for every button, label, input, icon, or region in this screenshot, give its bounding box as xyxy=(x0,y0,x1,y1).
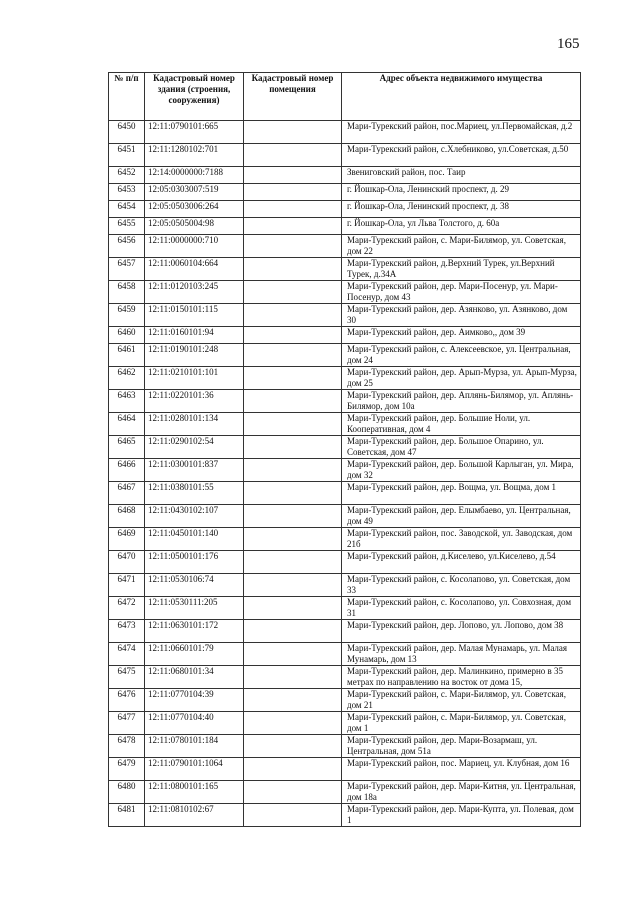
row-number: 6470 xyxy=(109,551,145,574)
room-cadastral-number xyxy=(244,551,342,574)
room-cadastral-number xyxy=(244,712,342,735)
row-number: 6481 xyxy=(109,804,145,827)
row-number: 6462 xyxy=(109,367,145,390)
address: Мари-Турекский район, д.Киселево, ул.Киселево, д.54 xyxy=(342,551,581,574)
row-number: 6460 xyxy=(109,327,145,344)
address: г. Йошкар-Ола, Ленинский проспект, д. 29 xyxy=(342,184,581,201)
building-cadastral-number: 12:11:0780101:184 xyxy=(145,735,244,758)
table-row xyxy=(109,367,581,390)
building-cadastral-number: 12:11:0790101:1064 xyxy=(145,758,244,781)
row-number: 6451 xyxy=(109,144,145,167)
building-cadastral-number: 12:11:0770104:40 xyxy=(145,712,244,735)
table-row xyxy=(109,620,581,643)
address: Мари-Турекский район, дер. Большой Карлыган, ул. Мира, дом 32 xyxy=(342,459,581,482)
building-cadastral-number: 12:11:0060104:664 xyxy=(145,258,244,281)
room-cadastral-number xyxy=(244,643,342,666)
row-number: 6473 xyxy=(109,620,145,643)
room-cadastral-number xyxy=(244,804,342,827)
row-number: 6476 xyxy=(109,689,145,712)
address: Мари-Турекский район, дер. Аимково,, дом 39 xyxy=(342,327,581,344)
address: Мари-Турекский район, дер. Малинкино, примерно в 35 метрах по направлению на восток от дома 15, xyxy=(342,666,581,689)
building-cadastral-number: 12:05:0503006:264 xyxy=(145,201,244,218)
room-cadastral-number xyxy=(244,597,342,620)
table-row xyxy=(109,551,581,574)
room-cadastral-number xyxy=(244,344,342,367)
building-cadastral-number: 12:05:0505004:98 xyxy=(145,218,244,235)
building-cadastral-number: 12:11:0160101:94 xyxy=(145,327,244,344)
address: Звениговский район, пос. Таир xyxy=(342,167,581,184)
room-cadastral-number xyxy=(244,574,342,597)
room-cadastral-number xyxy=(244,218,342,235)
building-cadastral-number: 12:11:0210101:101 xyxy=(145,367,244,390)
table-row xyxy=(109,758,581,781)
table-row xyxy=(109,167,581,184)
room-cadastral-number xyxy=(244,258,342,281)
address: Мари-Турекский район, с. Алексеевское, ул. Центральная, дом 24 xyxy=(342,344,581,367)
room-cadastral-number xyxy=(244,201,342,218)
table-row xyxy=(109,459,581,482)
building-cadastral-number: 12:11:0770104:39 xyxy=(145,689,244,712)
table-row xyxy=(109,327,581,344)
room-cadastral-number xyxy=(244,121,342,144)
room-cadastral-number xyxy=(244,367,342,390)
address: Мари-Турекский район, дер. Елымбаево, ул. Центральная, дом 49 xyxy=(342,505,581,528)
address: Мари-Турекский район, дер. Мари-Купта, ул. Полевая, дом 1 xyxy=(342,804,581,827)
address: Мари-Турекский район, дер. Большие Ноли, ул. Кооперативная, дом 4 xyxy=(342,413,581,436)
table-row xyxy=(109,781,581,804)
building-cadastral-number: 12:11:0120103:245 xyxy=(145,281,244,304)
room-cadastral-number xyxy=(244,781,342,804)
table-row xyxy=(109,643,581,666)
building-cadastral-number: 12:05:0303007:519 xyxy=(145,184,244,201)
address: Мари-Турекский район, дер. Вощма, ул. Вощма, дом 1 xyxy=(342,482,581,505)
room-cadastral-number xyxy=(244,482,342,505)
row-number: 6459 xyxy=(109,304,145,327)
room-cadastral-number xyxy=(244,689,342,712)
table-row xyxy=(109,528,581,551)
row-number: 6467 xyxy=(109,482,145,505)
building-cadastral-number: 12:11:0810102:67 xyxy=(145,804,244,827)
address: Мари-Турекский район, пос. Заводской, ул. Заводская, дом 21б xyxy=(342,528,581,551)
table-row xyxy=(109,597,581,620)
row-number: 6455 xyxy=(109,218,145,235)
table-row xyxy=(109,413,581,436)
building-cadastral-number: 12:11:0280101:134 xyxy=(145,413,244,436)
table-row xyxy=(109,235,581,258)
row-number: 6464 xyxy=(109,413,145,436)
row-number: 6463 xyxy=(109,390,145,413)
room-cadastral-number xyxy=(244,505,342,528)
building-cadastral-number: 12:11:0500101:176 xyxy=(145,551,244,574)
room-cadastral-number xyxy=(244,436,342,459)
table-row xyxy=(109,574,581,597)
row-number: 6458 xyxy=(109,281,145,304)
room-cadastral-number xyxy=(244,167,342,184)
table-row xyxy=(109,281,581,304)
address: Мари-Турекский район, с. Мари-Билямор, ул. Советская, дом 1 xyxy=(342,712,581,735)
building-cadastral-number: 12:11:0430102:107 xyxy=(145,505,244,528)
header-building-cadastral: Кадастровый номер здания (строения, сооружения) xyxy=(145,73,244,121)
row-number: 6477 xyxy=(109,712,145,735)
table-row xyxy=(109,390,581,413)
table-row xyxy=(109,201,581,218)
table-row xyxy=(109,218,581,235)
address: Мари-Турекский район, с. Мари-Билямор, ул. Советская, дом 21 xyxy=(342,689,581,712)
header-room-cadastral: Кадастровый номер помещения xyxy=(244,73,342,121)
building-cadastral-number: 12:14:0000000:7188 xyxy=(145,167,244,184)
table-row xyxy=(109,505,581,528)
address: Мари-Турекский район, пос. Мариец, ул. Клубная, дом 16 xyxy=(342,758,581,781)
building-cadastral-number: 12:11:0150101:115 xyxy=(145,304,244,327)
building-cadastral-number: 12:11:0290102:54 xyxy=(145,436,244,459)
address: Мари-Турекский район, пос.Мариец, ул.Первомайская, д.2 xyxy=(342,121,581,144)
address: Мари-Турекский район, дер. Мари-Посенур, ул. Мари-Посенур, дом 43 xyxy=(342,281,581,304)
row-number: 6478 xyxy=(109,735,145,758)
room-cadastral-number xyxy=(244,735,342,758)
room-cadastral-number xyxy=(244,413,342,436)
building-cadastral-number: 12:11:0300101:837 xyxy=(145,459,244,482)
page-number: 165 xyxy=(557,36,580,52)
room-cadastral-number xyxy=(244,235,342,258)
address: Мари-Турекский район, дер. Азянково, ул. Азянково, дом 30 xyxy=(342,304,581,327)
building-cadastral-number: 12:11:0190101:248 xyxy=(145,344,244,367)
row-number: 6480 xyxy=(109,781,145,804)
table-body xyxy=(109,121,581,827)
row-number: 6468 xyxy=(109,505,145,528)
row-number: 6453 xyxy=(109,184,145,201)
row-number: 6461 xyxy=(109,344,145,367)
row-number: 6479 xyxy=(109,758,145,781)
table-row xyxy=(109,689,581,712)
address: г. Йошкар-Ола, ул Льва Толстого, д. 60а xyxy=(342,218,581,235)
header-address: Адрес объекта недвижимого имущества xyxy=(342,73,581,121)
table-row xyxy=(109,258,581,281)
address: Мари-Турекский район, с. Мари-Билямор, ул. Советская, дом 22 xyxy=(342,235,581,258)
row-number: 6471 xyxy=(109,574,145,597)
table-row xyxy=(109,735,581,758)
building-cadastral-number: 12:11:0530111:205 xyxy=(145,597,244,620)
address: Мари-Турекский район, дер. Лопово, ул. Лопово, дом 38 xyxy=(342,620,581,643)
row-number: 6466 xyxy=(109,459,145,482)
building-cadastral-number: 12:11:0660101:79 xyxy=(145,643,244,666)
table-row xyxy=(109,144,581,167)
address: г. Йошкар-Ола, Ленинский проспект, д. 38 xyxy=(342,201,581,218)
row-number: 6475 xyxy=(109,666,145,689)
building-cadastral-number: 12:11:0530106:74 xyxy=(145,574,244,597)
address: Мари-Турекский район, д.Верхний Турек, ул.Верхний Турек, д.34А xyxy=(342,258,581,281)
room-cadastral-number xyxy=(244,459,342,482)
building-cadastral-number: 12:11:0630101:172 xyxy=(145,620,244,643)
building-cadastral-number: 12:11:0800101:165 xyxy=(145,781,244,804)
address: Мари-Турекский район, дер. Мари-Возармаш, ул. Центральная, дом 51а xyxy=(342,735,581,758)
row-number: 6452 xyxy=(109,167,145,184)
room-cadastral-number xyxy=(244,528,342,551)
room-cadastral-number xyxy=(244,327,342,344)
row-number: 6472 xyxy=(109,597,145,620)
header-num: № п/п xyxy=(109,73,145,121)
room-cadastral-number xyxy=(244,758,342,781)
table-row xyxy=(109,344,581,367)
table-row xyxy=(109,184,581,201)
building-cadastral-number: 12:11:0220101:36 xyxy=(145,390,244,413)
building-cadastral-number: 12:11:0450101:140 xyxy=(145,528,244,551)
room-cadastral-number xyxy=(244,304,342,327)
building-cadastral-number: 12:11:0380101:55 xyxy=(145,482,244,505)
room-cadastral-number xyxy=(244,666,342,689)
building-cadastral-number: 12:11:0790101:665 xyxy=(145,121,244,144)
table-row xyxy=(109,304,581,327)
room-cadastral-number xyxy=(244,184,342,201)
table-row xyxy=(109,482,581,505)
table-row xyxy=(109,712,581,735)
row-number: 6450 xyxy=(109,121,145,144)
room-cadastral-number xyxy=(244,620,342,643)
building-cadastral-number: 12:11:1280102:701 xyxy=(145,144,244,167)
address: Мари-Турекский район, дер. Арып-Мурза, ул. Арып-Мурза, дом 25 xyxy=(342,367,581,390)
row-number: 6469 xyxy=(109,528,145,551)
address: Мари-Турекский район, дер. Аплянь-Билямор, ул. Аплянь-Билямор, дом 10а xyxy=(342,390,581,413)
building-cadastral-number: 12:11:0680101:34 xyxy=(145,666,244,689)
address: Мари-Турекский район, с. Косолапово, ул. Совхозная, дом 31 xyxy=(342,597,581,620)
row-number: 6457 xyxy=(109,258,145,281)
row-number: 6465 xyxy=(109,436,145,459)
table-row xyxy=(109,121,581,144)
table-header-row xyxy=(109,73,581,121)
room-cadastral-number xyxy=(244,281,342,304)
table-row xyxy=(109,804,581,827)
address: Мари-Турекский район, с.Хлебниково, ул.Советская, д.50 xyxy=(342,144,581,167)
address: Мари-Турекский район, дер. Малая Мунамарь, ул. Малая Мунамарь, дом 13 xyxy=(342,643,581,666)
address: Мари-Турекский район, дер. Большое Опарино, ул. Советская, дом 47 xyxy=(342,436,581,459)
table-row xyxy=(109,436,581,459)
property-registry-table xyxy=(108,72,581,827)
building-cadastral-number: 12:11:0000000:710 xyxy=(145,235,244,258)
room-cadastral-number xyxy=(244,390,342,413)
row-number: 6456 xyxy=(109,235,145,258)
room-cadastral-number xyxy=(244,144,342,167)
row-number: 6474 xyxy=(109,643,145,666)
address: Мари-Турекский район, дер. Мари-Китня, ул. Центральная, дом 18а xyxy=(342,781,581,804)
row-number: 6454 xyxy=(109,201,145,218)
address: Мари-Турекский район, с. Косолапово, ул. Советская, дом 33 xyxy=(342,574,581,597)
table-row xyxy=(109,666,581,689)
